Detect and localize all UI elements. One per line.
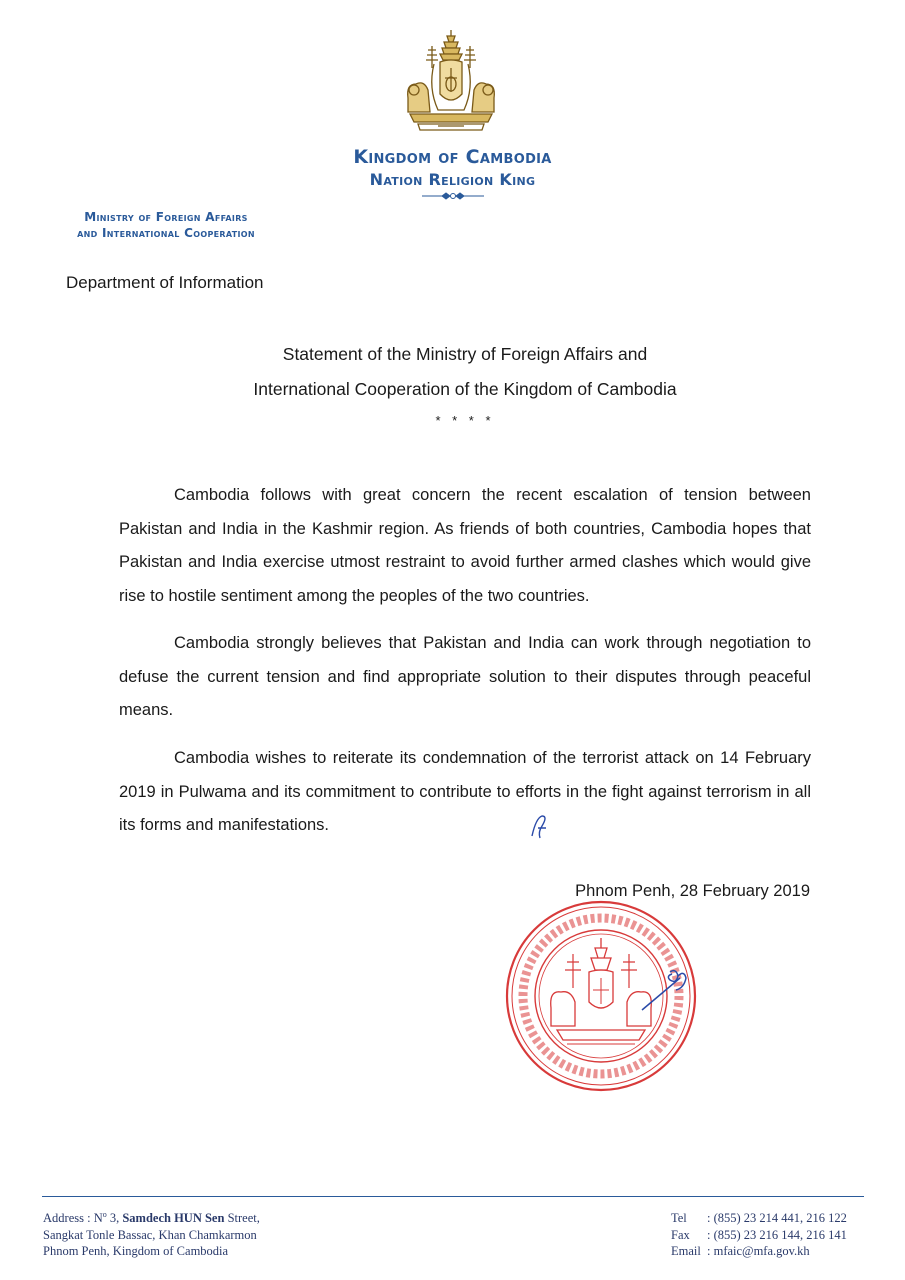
address-line2: Sangkat Tonle Bassac, Khan Chamkarmon: [43, 1227, 257, 1242]
place-and-date: Phnom Penh, 28 February 2019: [575, 882, 810, 900]
footer-contact: [671, 1210, 847, 1260]
footer-address: [43, 1207, 260, 1260]
statement-title-line2: International Cooperation of the Kingdom of Cambodia: [253, 379, 677, 399]
statement-paragraph: Cambodia follows with great concern the recent escalation of tension between Pakistan and India in the Kashmir region. As friends of both countries, Cambodia hopes that Pakistan and India exercise utmost restraint to avoid further armed clashes which would give rise to hostile sentiment among the peoples of the two countries.: [119, 486, 811, 605]
motto-ornament: [420, 190, 486, 202]
ministry-name-line2: and International Cooperation: [77, 226, 255, 240]
statement-paragraph: Cambodia strongly believes that Pakistan and India can work through negotiation to defuse the current tension and find appropriate solution to their disputes through peaceful means.: [119, 634, 811, 719]
department-name: Department of Information: [66, 273, 264, 292]
kingdom-name: Kingdom of Cambodia: [353, 146, 552, 168]
contact-fax: Fax : (855) 23 216 144, 216 141: [671, 1227, 847, 1242]
address-line1: Address : $N^o$ 3, Samdech HUN Sen Street,: [43, 1210, 260, 1226]
footer-divider: [42, 1196, 864, 1197]
initials-mark: [528, 812, 552, 840]
contact-tel: Tel : (855) 23 214 441, 216 122: [671, 1211, 847, 1225]
address-line3: Phnom Penh, Kingdom of Cambodia: [43, 1244, 229, 1259]
statement-paragraph: Cambodia wishes to reiterate its condemnation of the terrorist attack on 14 February 2019 in Pulwama and its commitment to contribute to efforts in the fight against terrorism in all its forms and manifestations.: [119, 749, 811, 834]
signature-mark: [640, 966, 690, 1012]
ministry-name-line1: Ministry of Foreign Affairs: [84, 210, 248, 224]
title-separator: * * * *: [435, 413, 495, 428]
national-motto: Nation Religion King: [369, 170, 536, 189]
statement-title-line1: Statement of the Ministry of Foreign Affairs and: [282, 344, 648, 364]
contact-email: Email : mfaic@mfa.gov.kh: [671, 1244, 810, 1258]
royal-emblem: [398, 28, 504, 138]
